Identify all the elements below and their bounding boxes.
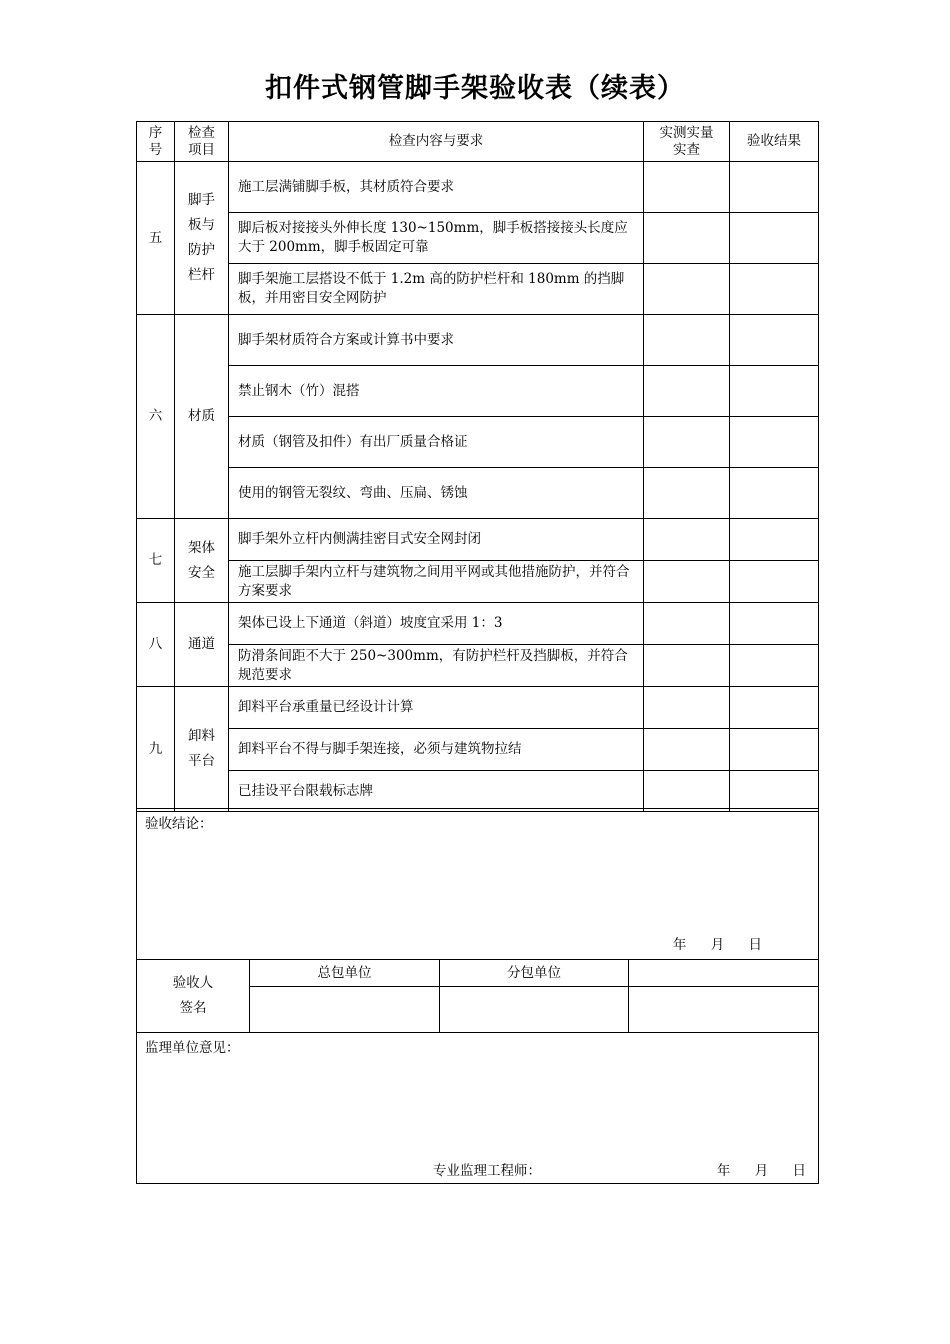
table-row [137,468,819,519]
measured-field[interactable] [644,417,730,468]
result-field[interactable] [730,213,819,264]
table-header-row [137,122,819,162]
result-field[interactable] [730,561,819,603]
supervision-date: 年 月 日 [716,1163,806,1179]
result-field[interactable] [730,264,819,315]
section-number: 八 [137,603,175,687]
supervision-label: 监理单位意见： [145,1040,240,1056]
measured-field[interactable] [644,468,730,519]
conclusion-date: 年 月 日 [672,937,762,953]
result-field[interactable] [730,687,819,729]
measured-field[interactable] [644,771,730,812]
section-number: 五 [137,162,175,315]
result-field[interactable] [730,162,819,213]
check-content: 材质（钢管及扣件）有出厂质量合格证 [229,417,644,468]
measured-field[interactable] [644,366,730,417]
section-item-label: 卸料平台 [188,728,215,769]
measured-field[interactable] [644,561,730,603]
table-row [137,645,819,687]
general-contractor-sign-field[interactable] [250,987,440,1033]
section-number: 六 [137,315,175,519]
table-row [137,687,819,729]
table-row [137,315,819,366]
section-number: 七 [137,519,175,603]
check-content: 脚手架施工层搭设不低于 1.2m 高的防护栏杆和 180mm 的挡脚板，并用密目安全网防护 [229,264,644,315]
section-item [175,603,229,687]
result-field[interactable] [730,645,819,687]
signature-label-cell [137,960,250,1033]
measured-field[interactable] [644,519,730,561]
table-row [137,729,819,771]
result-field[interactable] [730,468,819,519]
header-result: 验收结果 [730,122,819,162]
table-row [137,264,819,315]
result-field[interactable] [730,729,819,771]
page-title: 扣件式钢管脚手架验收表（续表） [265,73,685,104]
check-content: 使用的钢管无裂纹、弯曲、压扁、锈蚀 [229,468,644,519]
measured-field[interactable] [644,603,730,645]
measured-field[interactable] [644,687,730,729]
section-item [175,315,229,519]
table-row [137,561,819,603]
measured-field[interactable] [644,729,730,771]
conclusion-cell[interactable] [137,809,819,960]
section-item [175,162,229,315]
table-row [137,603,819,645]
check-content: 脚手架材质符合方案或计算书中要求 [229,315,644,366]
check-content: 已挂设平台限载标志牌 [229,771,644,812]
check-content: 防滑条间距不大于 250~300mm，有防护栏杆及挡脚板，并符合规范要求 [229,645,644,687]
table-row [137,771,819,812]
section-item-label: 脚手板与防护栏杆 [188,192,215,283]
header-item: 检查项目 [175,122,229,162]
measured-field[interactable] [644,645,730,687]
section-item [175,519,229,603]
check-content: 施工层脚手架内立杆与建筑物之间用平网或其他措施防护，并符合方案要求 [229,561,644,603]
extra-sign-field[interactable] [629,987,819,1033]
signature-extra-header [629,960,819,987]
result-field[interactable] [730,603,819,645]
check-content: 脚手架外立杆内侧满挂密目式安全网封闭 [229,519,644,561]
check-content: 卸料平台承重量已经设计计算 [229,687,644,729]
result-field[interactable] [730,366,819,417]
check-content: 脚后板对接接头外伸长度 130~150mm，脚手板搭接接头长度应大于 200mm，脚手板固定可靠 [229,213,644,264]
header-measured: 实测实量实查 [644,122,730,162]
section-item-label: 架体安全 [188,539,215,581]
acceptance-sign-table [136,808,819,1184]
inspection-table [136,121,819,812]
table-row [137,213,819,264]
header-content: 检查内容与要求 [229,122,644,162]
measured-field[interactable] [644,315,730,366]
check-content: 架体已设上下通道（斜道）坡度宜采用 1：3 [229,603,644,645]
result-field[interactable] [730,315,819,366]
general-contractor-header: 总包单位 [250,960,440,987]
table-row [137,519,819,561]
result-field[interactable] [730,417,819,468]
signature-label: 验收人签名 [172,975,214,1016]
result-field[interactable] [730,771,819,812]
header-no: 序号 [137,122,175,162]
measured-field[interactable] [644,213,730,264]
result-field[interactable] [730,519,819,561]
subcontractor-header: 分包单位 [440,960,629,987]
table-row [137,417,819,468]
section-item-label: 材质 [188,408,215,424]
check-content: 卸料平台不得与脚手架连接，必须与建筑物拉结 [229,729,644,771]
section-number: 九 [137,687,175,812]
table-row [137,162,819,213]
supervision-cell[interactable] [137,1033,819,1184]
subcontractor-sign-field[interactable] [440,987,629,1033]
conclusion-label: 验收结论： [145,816,213,832]
measured-field[interactable] [644,264,730,315]
section-item-label: 通道 [188,636,215,652]
measured-field[interactable] [644,162,730,213]
check-content: 施工层满铺脚手板，其材质符合要求 [229,162,644,213]
section-item [175,687,229,812]
supervision-engineer-label: 专业监理工程师： [433,1163,541,1179]
check-content: 禁止钢木（竹）混搭 [229,366,644,417]
table-row [137,366,819,417]
